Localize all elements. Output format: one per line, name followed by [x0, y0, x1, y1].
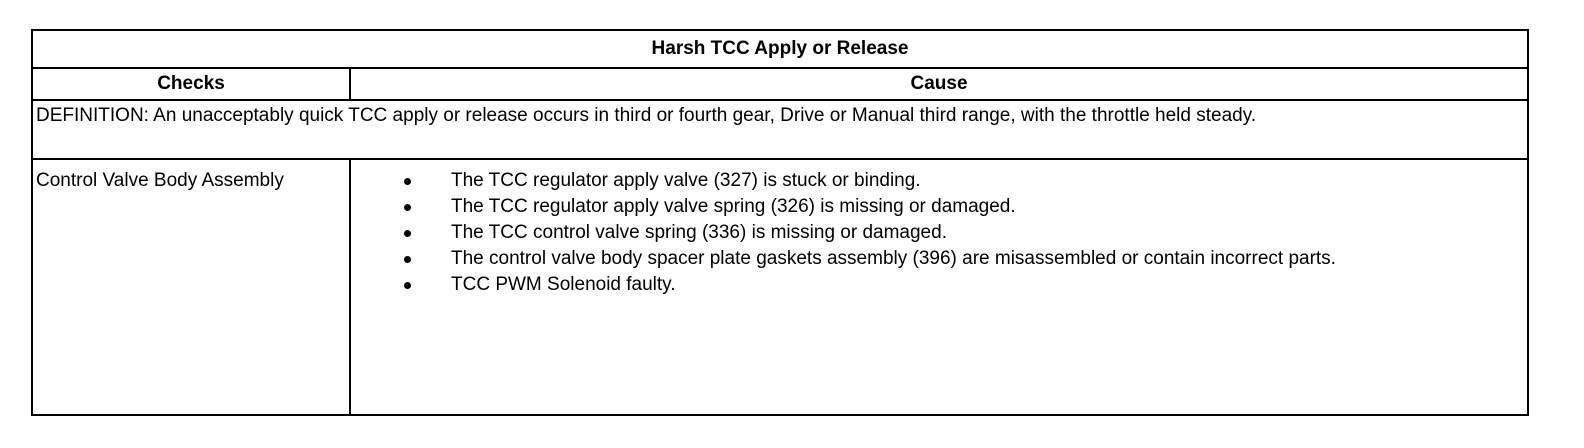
list-item: [351, 196, 1523, 218]
list-item: [351, 170, 1523, 192]
list-item: [351, 248, 1523, 270]
bullet-icon: [404, 178, 411, 185]
header-row: [32, 68, 1528, 100]
table-title: Harsh TCC Apply or Release: [32, 30, 1528, 68]
bullet-icon: [404, 204, 411, 211]
definition-text: DEFINITION: An unacceptably quick TCC apply or release occurs in third or fourth gear, Drive or Manual third range, with the throttle held steady.: [32, 100, 1528, 159]
diagnostic-table: [31, 29, 1529, 416]
bullet-icon: [404, 230, 411, 237]
title-row: [32, 30, 1528, 68]
cause-text: TCC PWM Solenoid faulty.: [451, 274, 676, 295]
cause-text: The TCC regulator apply valve (327) is stuck or binding.: [451, 170, 921, 191]
cause-text: The TCC regulator apply valve spring (326) is missing or damaged.: [451, 196, 1016, 217]
cause-text: The control valve body spacer plate gaskets assembly (396) are misassembled or contain incorrect parts.: [451, 248, 1336, 269]
definition-row: [32, 100, 1528, 159]
table-row: [32, 159, 1528, 415]
bullet-icon: [404, 256, 411, 263]
cause-text: The TCC control valve spring (336) is missing or damaged.: [451, 222, 947, 243]
checks-column-header: Checks: [32, 68, 350, 100]
cause-column-header: Cause: [350, 68, 1528, 100]
bullet-icon: [404, 282, 411, 289]
cause-list: [351, 170, 1523, 296]
cause-cell: [350, 159, 1528, 415]
list-item: [351, 222, 1523, 244]
check-cell: Control Valve Body Assembly: [32, 159, 350, 415]
list-item: [351, 274, 1523, 296]
